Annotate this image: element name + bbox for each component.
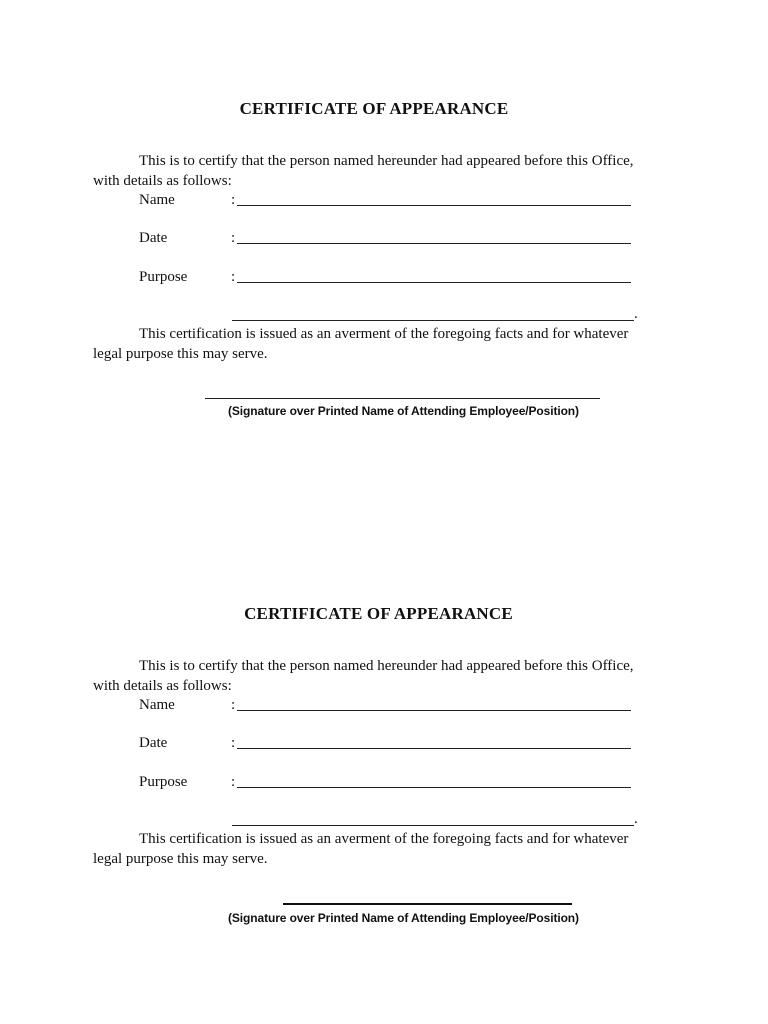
purpose-colon: : xyxy=(231,774,236,790)
date-field[interactable] xyxy=(237,243,631,244)
signature-caption: (Signature over Printed Name of Attending Employee/Position) xyxy=(228,404,579,418)
purpose-colon: : xyxy=(231,269,236,285)
intro-line-2: with details as follows: xyxy=(93,173,232,189)
signature-line[interactable] xyxy=(205,398,600,399)
period-mark: . xyxy=(634,811,638,827)
name-label: Name xyxy=(139,697,175,713)
purpose-continuation-field[interactable] xyxy=(232,320,634,321)
purpose-field[interactable] xyxy=(237,282,631,283)
date-field[interactable] xyxy=(237,748,631,749)
purpose-label: Purpose xyxy=(139,269,188,285)
intro-line-1: This is to certify that the person named hereunder had appeared before this Office, xyxy=(139,153,634,169)
certificate-title: CERTIFICATE OF APPEARANCE xyxy=(239,99,509,118)
certificate-form-2 xyxy=(0,505,768,965)
date-colon: : xyxy=(231,230,236,246)
name-field[interactable] xyxy=(237,205,631,206)
purpose-field[interactable] xyxy=(237,787,631,788)
certification-line-2: legal purpose this may serve. xyxy=(93,346,268,362)
name-colon: : xyxy=(231,697,236,713)
signature-caption: (Signature over Printed Name of Attending Employee/Position) xyxy=(228,911,579,925)
certificate-title: CERTIFICATE OF APPEARANCE xyxy=(244,604,513,623)
certification-line-1: This certification is issued as an averment of the foregoing facts and for whatever xyxy=(139,831,629,847)
purpose-continuation-field[interactable] xyxy=(232,825,634,826)
date-label: Date xyxy=(139,230,168,246)
signature-line[interactable] xyxy=(283,903,572,905)
name-field[interactable] xyxy=(237,710,631,711)
name-label: Name xyxy=(139,192,175,208)
name-colon: : xyxy=(231,192,236,208)
period-mark: . xyxy=(634,306,638,322)
certificate-form-1 xyxy=(0,0,768,460)
intro-line-2: with details as follows: xyxy=(93,678,232,694)
date-colon: : xyxy=(231,735,236,751)
intro-line-1: This is to certify that the person named hereunder had appeared before this Office, xyxy=(139,658,634,674)
purpose-label: Purpose xyxy=(139,774,188,790)
certification-line-2: legal purpose this may serve. xyxy=(93,851,268,867)
certification-line-1: This certification is issued as an averment of the foregoing facts and for whatever xyxy=(139,326,629,342)
date-label: Date xyxy=(139,735,168,751)
